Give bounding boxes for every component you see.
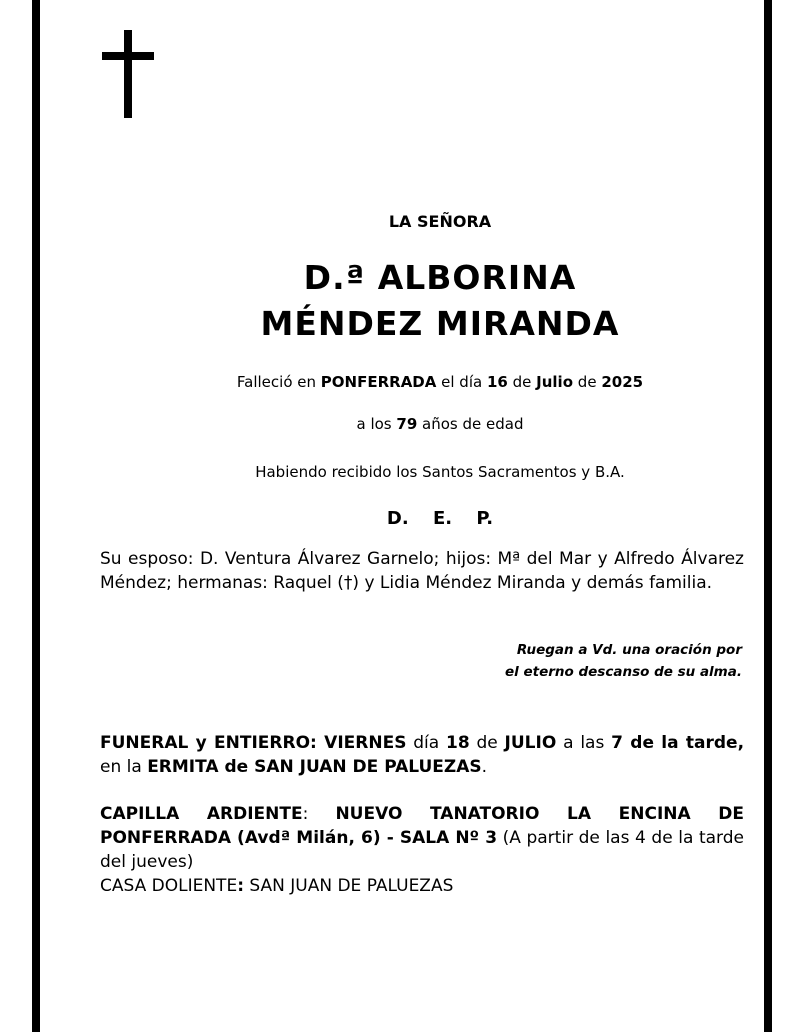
age-info: a los 79 años de edad	[356, 415, 524, 433]
family-paragraph: Su esposo: D. Ventura Álvarez Garnelo; hijos: Mª del Mar y Alfredo Álvarez Méndez; hermanas: Raquel (†) y Lidia Méndez Miranda y demás familia.	[100, 549, 744, 593]
prayer-line-2: el eterno descanso de su alma.	[505, 664, 742, 680]
funeral-info: FUNERAL y ENTIERRO: VIERNES día 18 de JULIO a las 7 de la tarde, en la ERMITA de SAN JUAN DE PALUEZAS.	[100, 733, 745, 777]
prayer-request	[440, 639, 742, 683]
death-info: Falleció en PONFERRADA el día 16 de Julio de 2025	[236, 373, 644, 391]
house-info: CASA DOLIENTE: SAN JUAN DE PALUEZAS	[100, 876, 454, 896]
deceased-name-line2: MÉNDEZ MIRANDA	[260, 304, 620, 343]
left-border	[32, 0, 40, 1032]
dep-line: D. E. P.	[386, 508, 494, 529]
deceased-name-line1: D.ª ALBORINA	[303, 258, 577, 297]
chapel-info: CAPILLA ARDIENTE: NUEVO TANATORIO LA ENCINA DE PONFERRADA (Avdª Milán, 6) - SALA Nº 3 (A partir de las 4 de la tarde del jueves)	[100, 804, 745, 872]
sacraments-line: Habiendo recibido los Santos Sacramentos y B.A.	[255, 463, 625, 481]
cross-icon	[102, 30, 154, 118]
prayer-line-1: Ruegan a Vd. una oración por	[516, 642, 742, 658]
heading: LA SEÑORA	[388, 212, 492, 231]
